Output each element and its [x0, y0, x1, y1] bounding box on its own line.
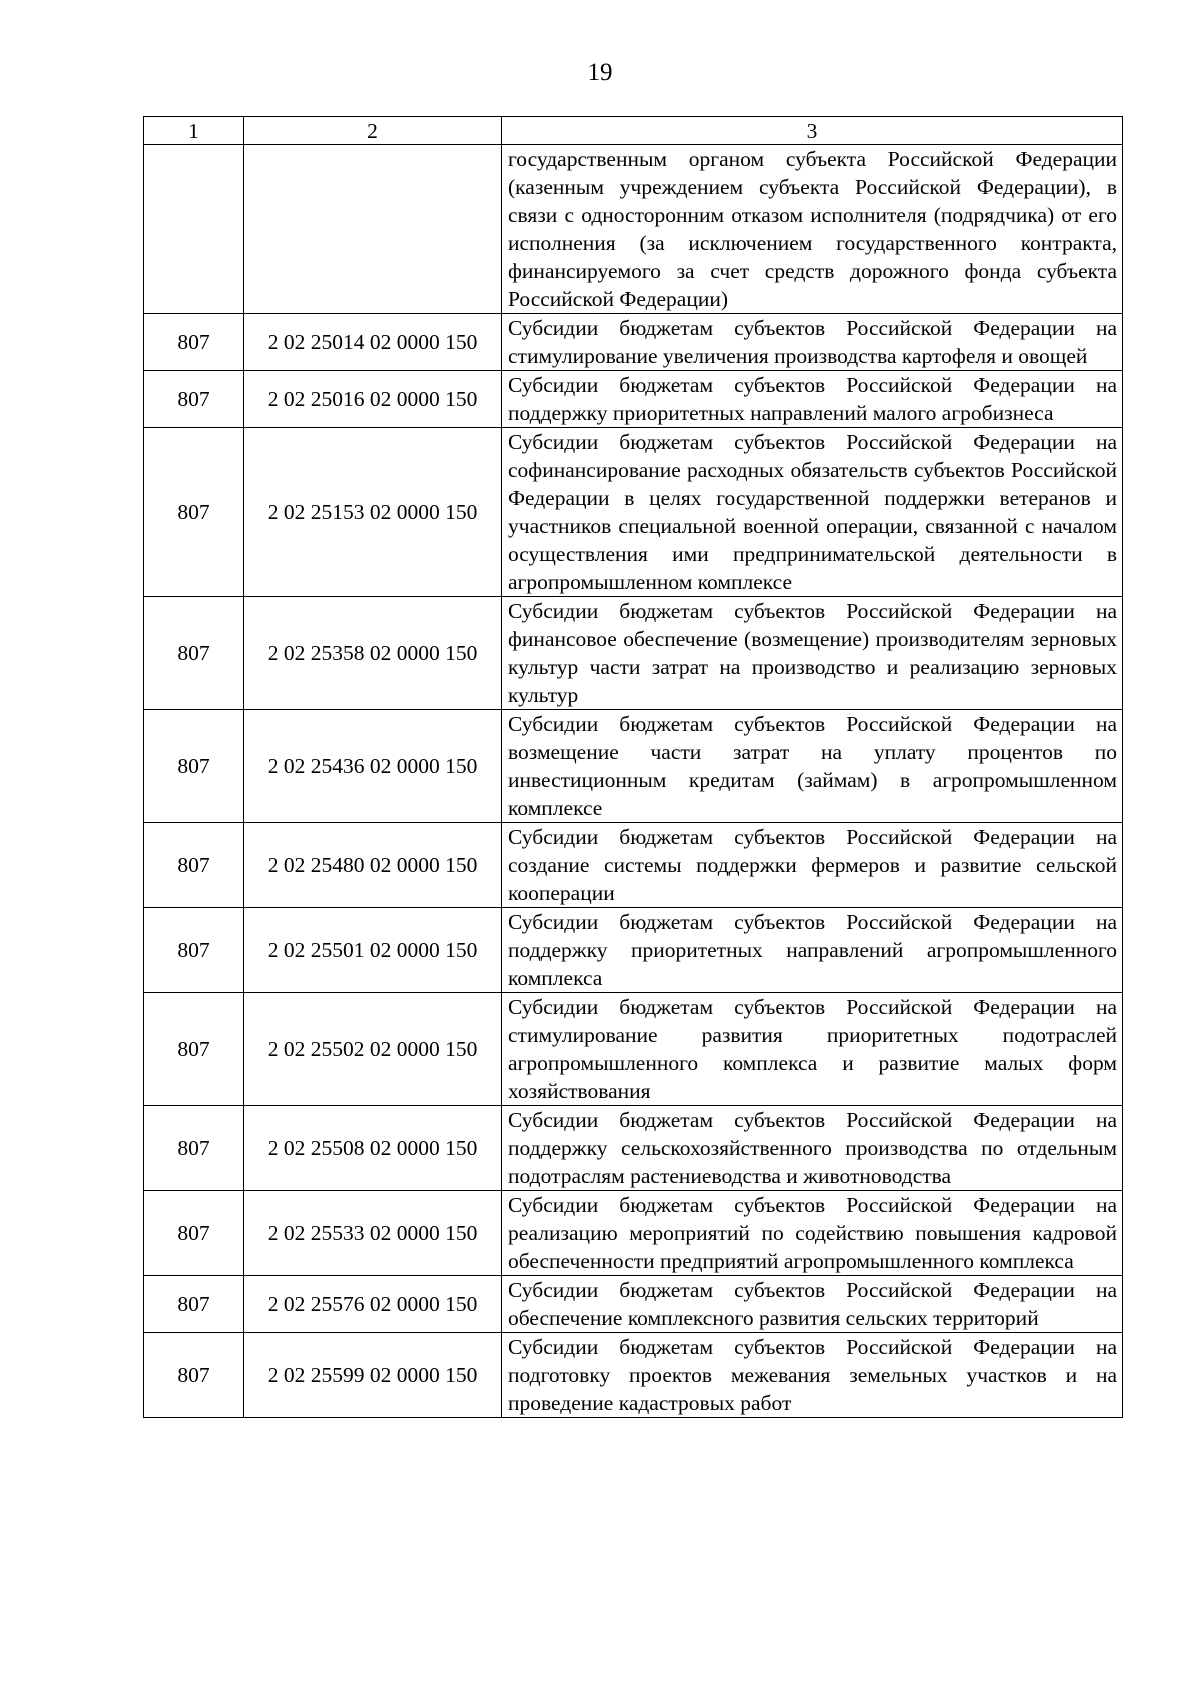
description-cell — [502, 908, 1123, 993]
kbk-code-cell: 2 02 25599 02 0000 150 — [244, 1333, 502, 1418]
admin-code-cell: 807 — [144, 314, 244, 371]
admin-code-cell: 807 — [144, 1191, 244, 1276]
admin-code-cell: 807 — [144, 597, 244, 710]
table-row — [144, 823, 1123, 908]
description-cell — [502, 1276, 1123, 1333]
continuation-description: государственным органом субъекта Российской Федерации (казенным учреждением субъекта Российской Федерации), в связи с односторонним отказом исполнителя (подрядчика) от его исполнения (за исключением государственного контракта, финансируемого за счет средств дорожного фонда субъекта Российской Федерации) — [502, 145, 1123, 314]
admin-code-cell: 807 — [144, 371, 244, 428]
kbk-code-cell: 2 02 25153 02 0000 150 — [244, 428, 502, 597]
kbk-code-cell: 2 02 25533 02 0000 150 — [244, 1191, 502, 1276]
description-text: Субсидии бюджетам субъектов Российской Федерации на возмещение части затрат на уплату процентов по инвестиционным кредитам (займам) в агропромышленном комплексе — [508, 712, 1117, 820]
description-cell — [502, 428, 1123, 597]
table-row — [144, 908, 1123, 993]
description-text: Субсидии бюджетам субъектов Российской Федерации на поддержку приоритетных направлений малого агробизнеса — [508, 373, 1117, 425]
table-row — [144, 1191, 1123, 1276]
description-text: Субсидии бюджетам субъектов Российской Федерации на создание системы поддержки фермеров и развитие сельской кооперации — [508, 825, 1117, 905]
admin-code-cell: 807 — [144, 823, 244, 908]
continuation-row — [144, 145, 1123, 314]
column-header-1: 1 — [144, 117, 244, 145]
kbk-code-cell: 2 02 25576 02 0000 150 — [244, 1276, 502, 1333]
description-text: Субсидии бюджетам субъектов Российской Федерации на реализацию мероприятий по содействию повышения кадровой обеспеченности предприятий агропромышленного комплекса — [508, 1193, 1117, 1273]
description-cell — [502, 710, 1123, 823]
kbk-code-cell: 2 02 25358 02 0000 150 — [244, 597, 502, 710]
table-row — [144, 428, 1123, 597]
description-text: Субсидии бюджетам субъектов Российской Федерации на обеспечение комплексного развития сельских территорий — [508, 1278, 1117, 1330]
description-cell — [502, 823, 1123, 908]
description-text: Субсидии бюджетам субъектов Российской Федерации на софинансирование расходных обязательств субъектов Российской Федерации в целях государственной поддержки ветеранов и участников специальной военной операции, связанной с началом осуществления ими предпринимательской деятельности в агропромышленном комплексе — [508, 430, 1117, 594]
admin-code-cell: 807 — [144, 908, 244, 993]
description-text: Субсидии бюджетам субъектов Российской Федерации на финансовое обеспечение (возмещение) производителям зерновых культур части затрат на производство и реализацию зерновых культур — [508, 599, 1117, 707]
table-row — [144, 597, 1123, 710]
admin-code-cell: 807 — [144, 1276, 244, 1333]
description-cell — [502, 597, 1123, 710]
table-row — [144, 371, 1123, 428]
table-row — [144, 1276, 1123, 1333]
description-text: Субсидии бюджетам субъектов Российской Федерации на стимулирование развития приоритетных подотраслей агропромышленного комплекса и развитие малых форм хозяйствования — [508, 995, 1117, 1103]
description-cell — [502, 993, 1123, 1106]
continuation-admin-cell — [144, 145, 244, 314]
admin-code-cell: 807 — [144, 428, 244, 597]
page-number: 19 — [587, 59, 613, 86]
table-row — [144, 1333, 1123, 1418]
admin-code-cell: 807 — [144, 993, 244, 1106]
kbk-code-cell: 2 02 25436 02 0000 150 — [244, 710, 502, 823]
table-row — [144, 993, 1123, 1106]
kbk-code-cell: 2 02 25014 02 0000 150 — [244, 314, 502, 371]
kbk-code-cell: 2 02 25502 02 0000 150 — [244, 993, 502, 1106]
kbk-code-cell: 2 02 25508 02 0000 150 — [244, 1106, 502, 1191]
kbk-code-cell: 2 02 25501 02 0000 150 — [244, 908, 502, 993]
admin-code-cell: 807 — [144, 710, 244, 823]
description-text: Субсидии бюджетам субъектов Российской Федерации на поддержку сельскохозяйственного производства по отдельным подотраслям растениеводства и животноводства — [508, 1108, 1117, 1188]
table-row — [144, 1106, 1123, 1191]
description-cell — [502, 371, 1123, 428]
admin-code-cell: 807 — [144, 1106, 244, 1191]
description-text: Субсидии бюджетам субъектов Российской Федерации на поддержку приоритетных направлений агропромышленного комплекса — [508, 910, 1117, 990]
column-header-3: 3 — [502, 117, 1123, 145]
description-cell — [502, 314, 1123, 371]
table-row — [144, 314, 1123, 371]
table-row — [144, 710, 1123, 823]
description-text: Субсидии бюджетам субъектов Российской Федерации на стимулирование увеличения производства картофеля и овощей — [508, 316, 1117, 368]
description-cell — [502, 1106, 1123, 1191]
kbk-code-cell: 2 02 25480 02 0000 150 — [244, 823, 502, 908]
table-header-row — [144, 117, 1123, 145]
description-cell — [502, 1333, 1123, 1418]
budget-classification-table — [143, 116, 1123, 1418]
continuation-kbk-cell — [244, 145, 502, 314]
admin-code-cell: 807 — [144, 1333, 244, 1418]
column-header-2: 2 — [244, 117, 502, 145]
kbk-code-cell: 2 02 25016 02 0000 150 — [244, 371, 502, 428]
description-cell — [502, 1191, 1123, 1276]
description-text: Субсидии бюджетам субъектов Российской Федерации на подготовку проектов межевания земельных участков и на проведение кадастровых работ — [508, 1335, 1117, 1415]
